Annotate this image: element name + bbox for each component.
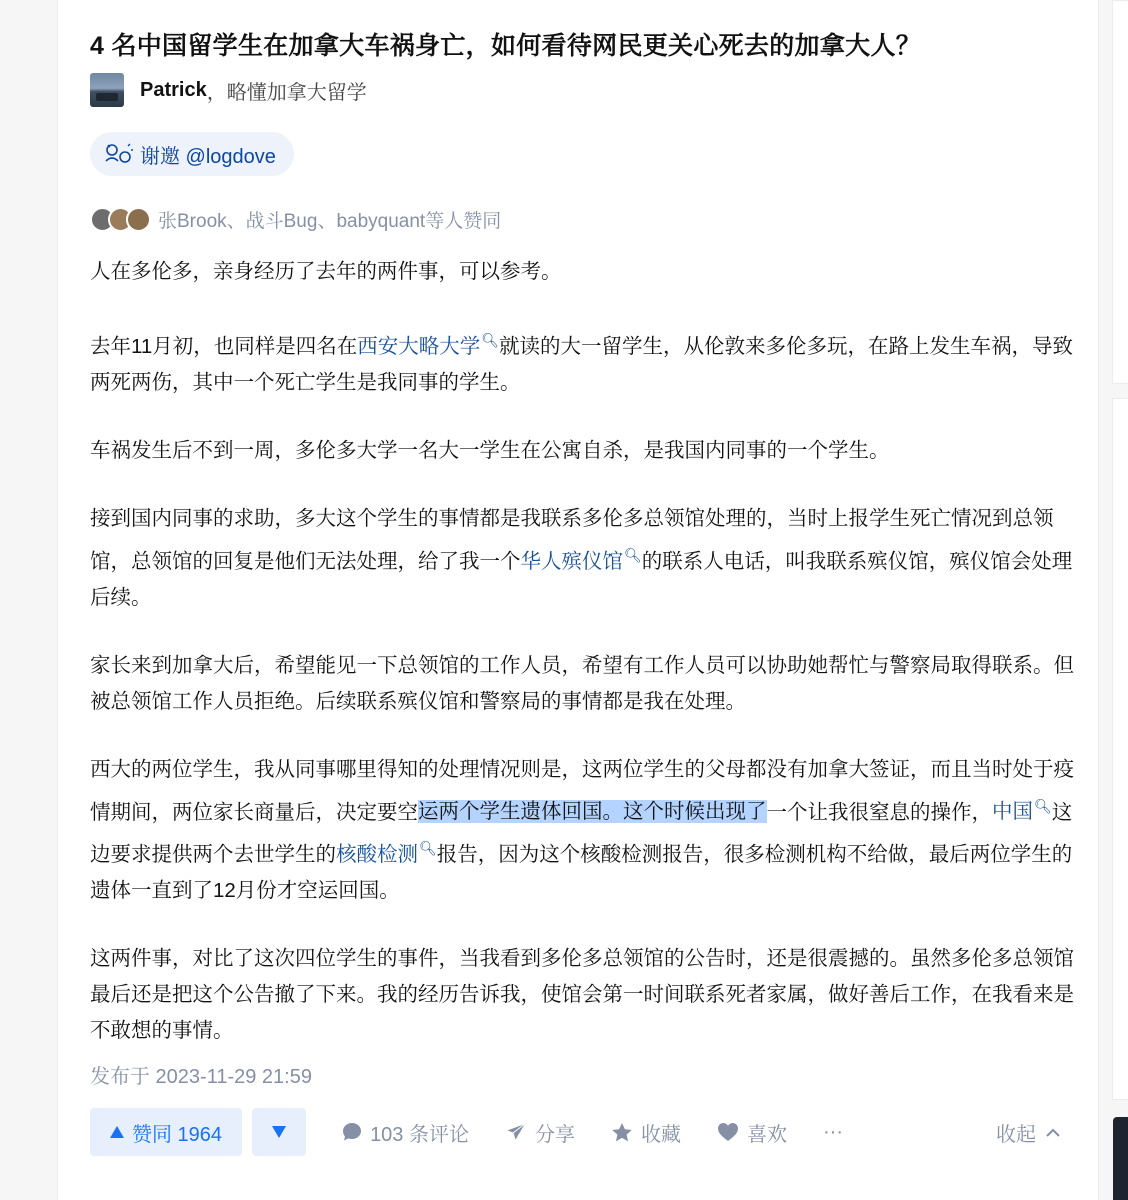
- author-info: [90, 72, 367, 108]
- keyword-link-text: 华人殡仪馆: [520, 549, 623, 573]
- favorite-button[interactable]: [611, 1118, 681, 1147]
- upvote-label: 赞同 1964: [132, 1123, 223, 1146]
- keyword-link-text: 核酸检测: [336, 843, 418, 867]
- sidebar-card-dark: [1113, 1117, 1128, 1200]
- text: 接到国内同事的求助，多大这个学生的事情都是我联系多伦多总领馆处理的，当时上报学生死亡情况到总领馆，总领馆的回复是他们无法处理，给了我一个: [90, 506, 1054, 573]
- like-button[interactable]: [717, 1118, 787, 1147]
- sidebar-card-top: [1112, 0, 1128, 384]
- text: 去年11月初，也同样是四名在: [90, 334, 358, 358]
- star-icon: [611, 1122, 633, 1143]
- publish-time[interactable]: 发布于 2023-11-29 21:59: [90, 1066, 312, 1088]
- share-icon: [505, 1122, 527, 1142]
- answer-content: [90, 254, 1075, 1081]
- keyword-link-text: 西安大略大学: [357, 334, 481, 358]
- like-label: 喜欢: [747, 1123, 787, 1146]
- paragraph-1: 人在多伦多，亲身经历了去年的两件事，可以参考。: [90, 260, 562, 283]
- triangle-down-icon: [272, 1126, 286, 1138]
- paragraph-6: [90, 752, 1075, 910]
- author-avatar[interactable]: [90, 73, 124, 107]
- paragraph-4: [90, 501, 1075, 616]
- author-name[interactable]: Patrick: [140, 78, 207, 101]
- search-icon: 🔍︎: [481, 332, 500, 348]
- keyword-link[interactable]: [992, 797, 1052, 824]
- sidebar-card-middle: [1112, 398, 1128, 1100]
- author-bio: ，略懂加拿大留学: [206, 81, 367, 104]
- keyword-link[interactable]: [357, 332, 500, 358]
- search-icon: 🔍︎: [624, 546, 642, 563]
- comment-icon: [342, 1122, 362, 1142]
- more-icon: ···: [823, 1120, 843, 1143]
- search-icon: 🔍︎: [419, 840, 437, 857]
- invite-tag[interactable]: [90, 132, 294, 176]
- voters-text: 张Brook、战斗Bug、babyquant等人赞同: [158, 210, 502, 232]
- comments-button[interactable]: [342, 1118, 469, 1147]
- text: 这边要求提供两个去世学生的: [90, 800, 1073, 867]
- triangle-up-icon: [110, 1126, 124, 1138]
- text: 报告，因为这个核酸检测报告，很多检测机构不给做，最后两位学生的遗体一直到了12月份才空运回国。: [90, 843, 1073, 903]
- text: 一个让我很窒息的操作，: [766, 800, 992, 824]
- collapse-label: 收起: [996, 1123, 1036, 1146]
- voters-row[interactable]: [90, 204, 501, 234]
- keyword-link[interactable]: [336, 840, 437, 867]
- invite-label: 谢邀 @logdove: [140, 145, 276, 168]
- chevron-up-icon: [1046, 1128, 1060, 1137]
- paragraph-2: [90, 322, 1075, 401]
- search-icon: 🔍︎: [1034, 797, 1052, 814]
- downvote-button[interactable]: [252, 1108, 306, 1156]
- voter-avatar: [126, 207, 151, 232]
- text-selection-highlight: 运两个学生遗体回国。这个时候出现了: [418, 800, 767, 824]
- heart-icon: [717, 1122, 739, 1142]
- keyword-link-text: 中国: [992, 800, 1033, 824]
- share-button[interactable]: [505, 1118, 575, 1147]
- invite-icon: [104, 142, 134, 166]
- share-label: 分享: [535, 1123, 575, 1146]
- paragraph-3: 车祸发生后不到一周，多伦多大学一名大一学生在公寓自杀，是我国内同事的一个学生。: [90, 438, 890, 462]
- question-title[interactable]: 4 名中国留学生在加拿大车祸身亡，如何看待网民更关心死去的加拿大人？: [90, 32, 922, 60]
- text: 的联系人电话，叫我联系殡仪馆，殡仪馆会处理后续。: [90, 549, 1073, 609]
- favorite-label: 收藏: [641, 1123, 681, 1146]
- action-bar: [90, 1108, 1070, 1156]
- paragraph-7: 这两件事，对比了这次四位学生的事件，当我看到多伦多总领馆的公告时，还是很震撼的。虽然多伦多总领馆最后还是把这个公告撤了下来。我的经历告诉我，使馆会第一时间联系死者家属，做好善后工作，在我看来是不敢想的事情。: [90, 947, 1074, 1043]
- paragraph-5: 家长来到加拿大后，希望能见一下总领馆的工作人员，希望有工作人员可以协助她帮忙与警察局取得联系。但被总领馆工作人员拒绝。后续联系殡仪馆和警察局的事情都是我在处理。: [90, 653, 1074, 713]
- keyword-link[interactable]: [520, 546, 642, 573]
- collapse-button[interactable]: [996, 1108, 1060, 1156]
- more-button[interactable]: [823, 1121, 843, 1144]
- text: 西大的两位学生，我从同事哪里得知的处理情况则是，这两位学生的父母都没有加拿大签证，而且当时处于疫情期间，两位家长商量后，决定要空: [90, 757, 1074, 824]
- comments-label: 103 条评论: [370, 1123, 469, 1146]
- upvote-button[interactable]: [90, 1108, 242, 1156]
- text: 就读的大一留学生，从伦敦来多伦多玩，在路上发生车祸，导致两死两伤，其中一个死亡学生是我同事的学生。: [90, 334, 1074, 394]
